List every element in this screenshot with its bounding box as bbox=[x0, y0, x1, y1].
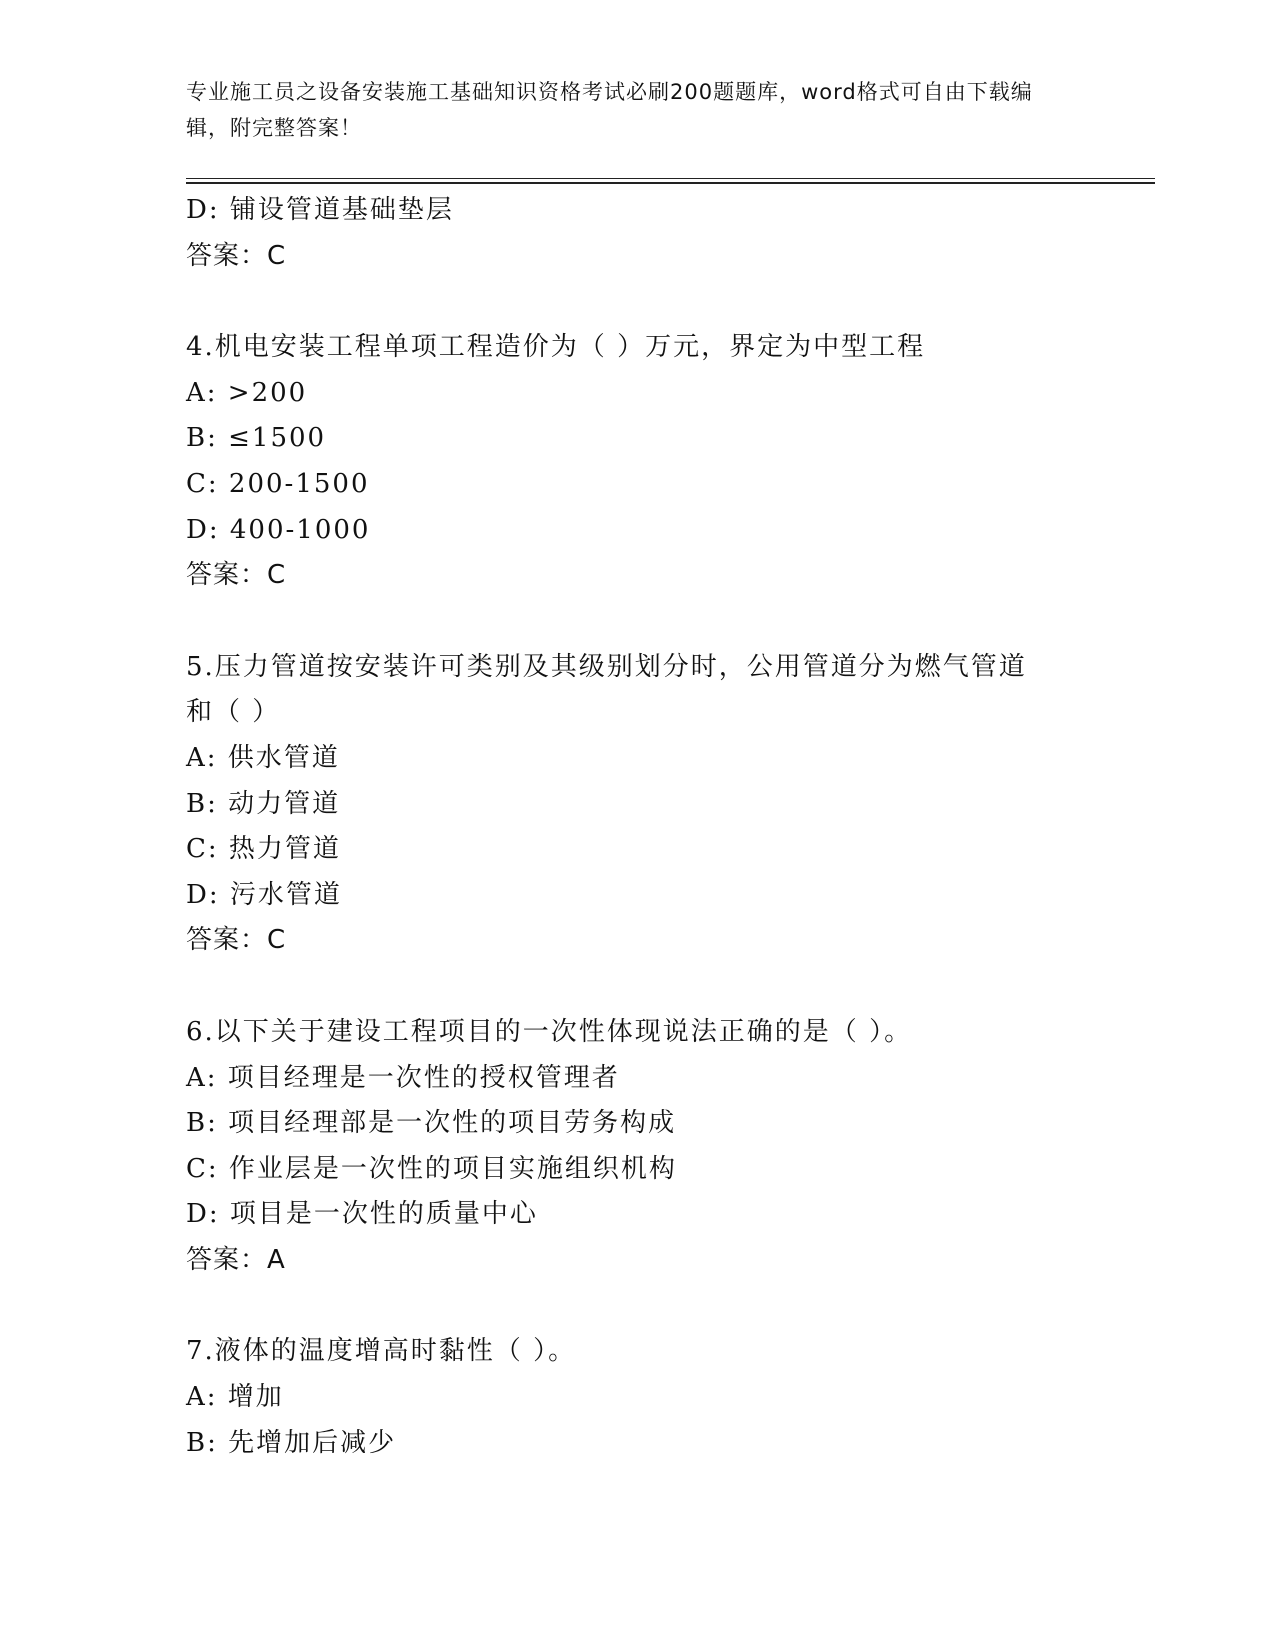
header-divider-thick bbox=[186, 182, 1155, 184]
option-c: C: 热力管道 bbox=[186, 834, 341, 865]
option-a: A: >200 bbox=[186, 377, 308, 408]
answer: 答案：C bbox=[186, 925, 287, 956]
document-header: 专业施工员之设备安装施工基础知识资格考试必刷200题题库，word格式可自由下载编辑，附完整答案！ bbox=[186, 80, 1033, 140]
question-content bbox=[186, 188, 1146, 1466]
question-7 bbox=[186, 1329, 1146, 1466]
option-a: A: 供水管道 bbox=[186, 742, 340, 773]
option-b: B: 动力管道 bbox=[186, 788, 341, 819]
question-stem: 5.压力管道按安装许可类别及其级别划分时，公用管道分为燃气管道和（ ） bbox=[186, 651, 1027, 728]
question-stem: 7.液体的温度增高时黏性（ ）。 bbox=[186, 1336, 577, 1367]
option-c: C: 200-1500 bbox=[186, 468, 370, 499]
answer: 答案：C bbox=[186, 560, 287, 591]
prev-question-option-d: D: 铺设管道基础垫层 bbox=[186, 195, 454, 225]
option-c: C: 作业层是一次性的项目实施组织机构 bbox=[186, 1153, 677, 1184]
question-4 bbox=[186, 325, 1146, 599]
question-5 bbox=[186, 645, 1146, 964]
answer: 答案：A bbox=[186, 1244, 286, 1275]
option-a: A: 项目经理是一次性的授权管理者 bbox=[186, 1062, 620, 1093]
option-a: A: 增加 bbox=[186, 1382, 284, 1413]
question-stem: 6.以下关于建设工程项目的一次性体现说法正确的是（ ）。 bbox=[186, 1016, 913, 1047]
option-d: D: 项目是一次性的质量中心 bbox=[186, 1199, 538, 1230]
header-divider-thin bbox=[186, 178, 1155, 179]
option-d: D: 污水管道 bbox=[186, 879, 342, 910]
question-stem: 4.机电安装工程单项工程造价为（ ）万元，界定为中型工程 bbox=[186, 332, 926, 363]
option-d: D: 400-1000 bbox=[186, 514, 371, 545]
question-6 bbox=[186, 1010, 1146, 1284]
option-b: B: ≤1500 bbox=[186, 423, 327, 454]
prev-question-answer: 答案：C bbox=[186, 240, 287, 271]
option-b: B: 项目经理部是一次性的项目劳务构成 bbox=[186, 1108, 677, 1139]
option-b: B: 先增加后减少 bbox=[186, 1427, 397, 1458]
